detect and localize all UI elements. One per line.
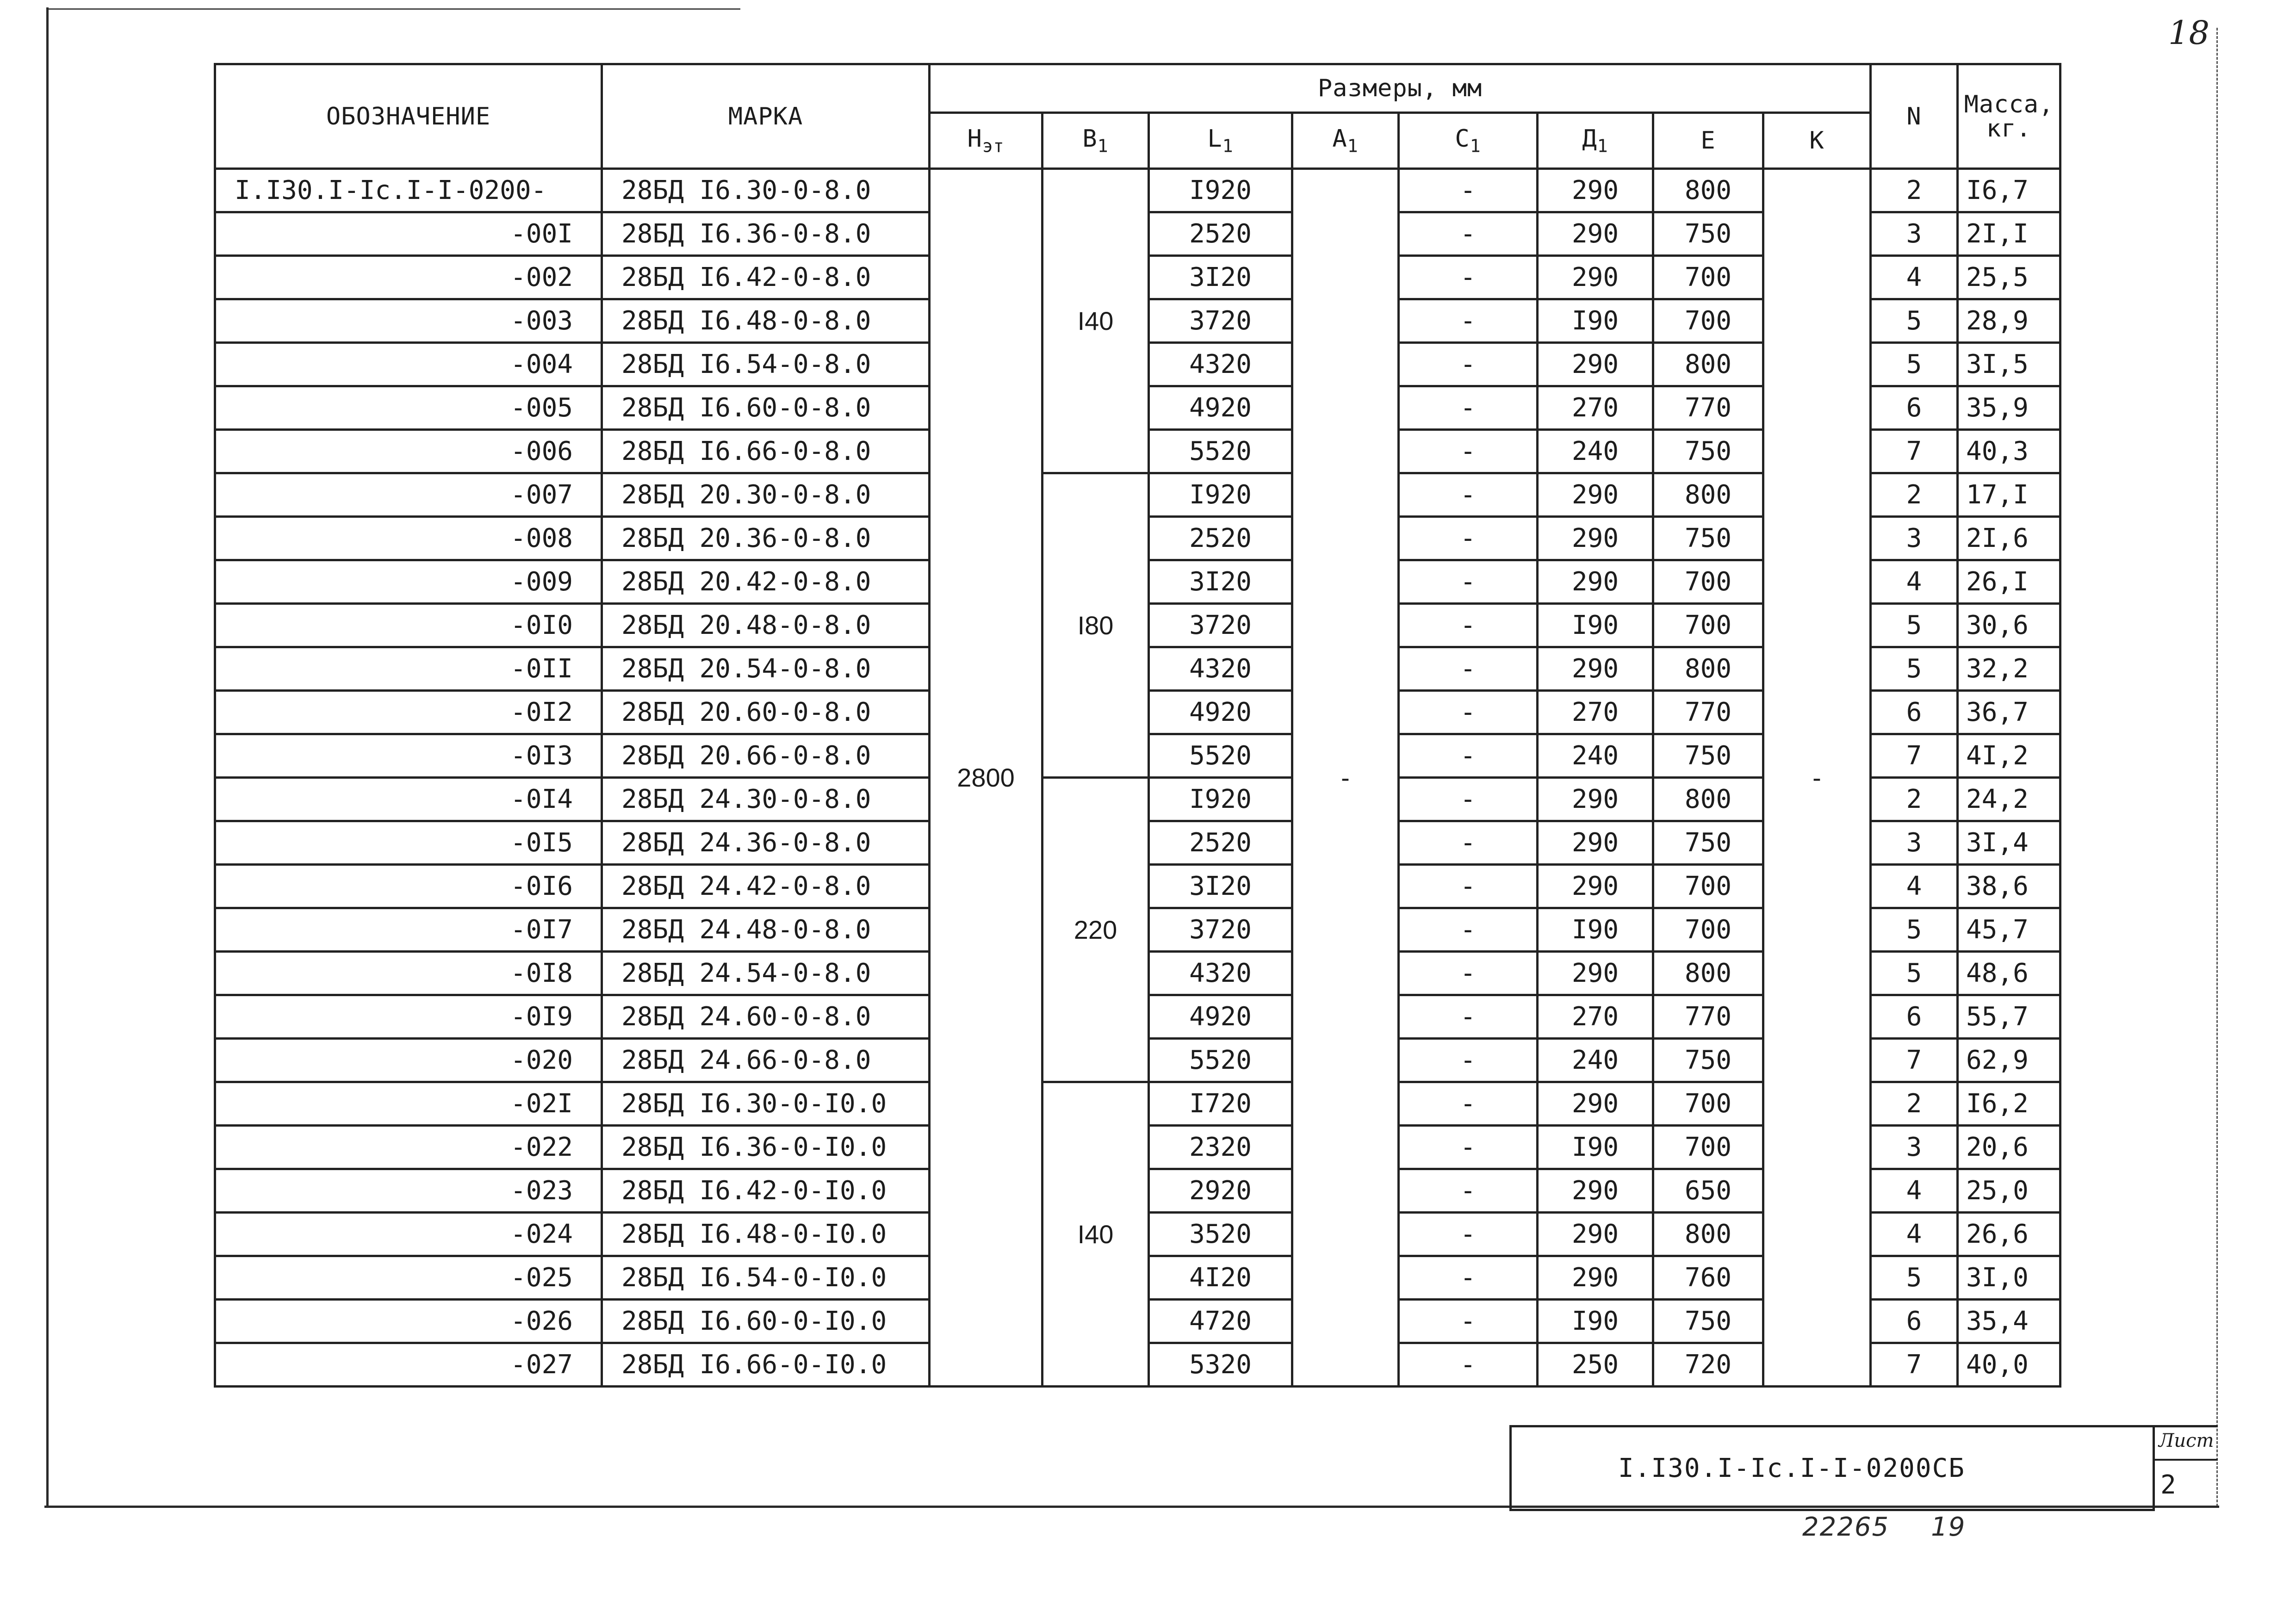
row-l1: 4I20 xyxy=(1149,1256,1292,1300)
row-e: 750 xyxy=(1653,517,1763,560)
row-n: 2 xyxy=(1871,778,1958,821)
row-d1: 290 xyxy=(1538,212,1653,256)
row-designation: -0I8 xyxy=(215,952,602,995)
header-e: Е xyxy=(1653,113,1763,169)
row-c1: - xyxy=(1399,1256,1538,1300)
row-designation: -0I2 xyxy=(215,691,602,734)
row-brand: 28БД I6.60-0-8.0 xyxy=(602,386,930,430)
row-designation: -0I6 xyxy=(215,865,602,908)
sheet-number: 2 xyxy=(2160,1470,2176,1500)
row-n: 4 xyxy=(1871,1169,1958,1213)
row-d1: 270 xyxy=(1538,995,1653,1039)
row-d1: 290 xyxy=(1538,1082,1653,1126)
row-n: 5 xyxy=(1871,604,1958,647)
row-e: 800 xyxy=(1653,952,1763,995)
row-e: 750 xyxy=(1653,821,1763,865)
row-l1: 5320 xyxy=(1149,1343,1292,1387)
row-e: 750 xyxy=(1653,1039,1763,1082)
row-d1: 290 xyxy=(1538,778,1653,821)
row-mass: 24,2 xyxy=(1958,778,2060,821)
row-e: 800 xyxy=(1653,473,1763,517)
row-n: 5 xyxy=(1871,952,1958,995)
row-mass: 2I,I xyxy=(1958,212,2060,256)
row-brand: 28БД I6.30-0-8.0 xyxy=(602,169,930,212)
header-l1: $L_1$ xyxy=(1149,113,1292,169)
row-mass: 2I,6 xyxy=(1958,517,2060,560)
row-l1: I920 xyxy=(1149,778,1292,821)
row-mass: 30,6 xyxy=(1958,604,2060,647)
row-n: 3 xyxy=(1871,517,1958,560)
row-n: 4 xyxy=(1871,560,1958,604)
row-mass: 25,5 xyxy=(1958,256,2060,299)
header-c1: $С_1$ xyxy=(1399,113,1538,169)
row-e: 750 xyxy=(1653,212,1763,256)
row-e: 750 xyxy=(1653,734,1763,778)
row-c1: - xyxy=(1399,386,1538,430)
document-code: I.I30.I-Ic.I-I-0200СБ xyxy=(1618,1453,1966,1483)
row-mass: 35,9 xyxy=(1958,386,2060,430)
row-e: 750 xyxy=(1653,1300,1763,1343)
row-d1: 250 xyxy=(1538,1343,1653,1387)
row-brand: 28БД I6.36-0-I0.0 xyxy=(602,1126,930,1169)
row-designation: -0II xyxy=(215,647,602,691)
row-e: 700 xyxy=(1653,1082,1763,1126)
row-n: 7 xyxy=(1871,430,1958,473)
row-n: 5 xyxy=(1871,299,1958,343)
row-e: 800 xyxy=(1653,647,1763,691)
row-designation: -009 xyxy=(215,560,602,604)
header-a1: $А_1$ xyxy=(1292,113,1399,169)
row-designation: -006 xyxy=(215,430,602,473)
header-dimensions: Размеры, мм xyxy=(930,64,1871,113)
header-d1: $Д_1$ xyxy=(1538,113,1653,169)
row-mass: 36,7 xyxy=(1958,691,2060,734)
row-n: 3 xyxy=(1871,212,1958,256)
row-c1: - xyxy=(1399,1039,1538,1082)
frame-left-line xyxy=(46,7,49,1506)
inventory-number: 22265 xyxy=(1802,1512,1890,1542)
header-brand: МАРКА xyxy=(602,64,930,169)
sheet-divider xyxy=(2155,1459,2218,1461)
frame-top-line xyxy=(46,8,740,10)
row-l1: 2520 xyxy=(1149,821,1292,865)
row-n: 6 xyxy=(1871,995,1958,1039)
row-designation: -008 xyxy=(215,517,602,560)
row-c1: - xyxy=(1399,1213,1538,1256)
row-d1: 290 xyxy=(1538,952,1653,995)
row-brand: 28БД I6.48-0-8.0 xyxy=(602,299,930,343)
row-e: 700 xyxy=(1653,604,1763,647)
row-d1: 290 xyxy=(1538,560,1653,604)
row-e: 720 xyxy=(1653,1343,1763,1387)
row-brand: 28БД 20.36-0-8.0 xyxy=(602,517,930,560)
row-l1: 5520 xyxy=(1149,430,1292,473)
row-n: 5 xyxy=(1871,343,1958,386)
row-designation: -005 xyxy=(215,386,602,430)
row-d1: 270 xyxy=(1538,386,1653,430)
row-brand: 28БД I6.66-0-I0.0 xyxy=(602,1343,930,1387)
sheet-box xyxy=(2153,1425,2218,1509)
row-c1: - xyxy=(1399,691,1538,734)
row-designation: -023 xyxy=(215,1169,602,1213)
row-d1: 270 xyxy=(1538,691,1653,734)
row-mass: 17,I xyxy=(1958,473,2060,517)
row-c1: - xyxy=(1399,1082,1538,1126)
row-brand: 28БД I6.48-0-I0.0 xyxy=(602,1213,930,1256)
row-n: 7 xyxy=(1871,734,1958,778)
row-designation: -020 xyxy=(215,1039,602,1082)
cell-a1: - xyxy=(1292,169,1399,1387)
row-c1: - xyxy=(1399,212,1538,256)
row-n: 5 xyxy=(1871,908,1958,952)
row-l1: 2520 xyxy=(1149,212,1292,256)
row-e: 650 xyxy=(1653,1169,1763,1213)
header-b1: $В_1$ xyxy=(1043,113,1149,169)
header-mass: Масса, кг. xyxy=(1958,64,2060,169)
row-d1: 290 xyxy=(1538,256,1653,299)
row-brand: 28БД I6.54-0-8.0 xyxy=(602,343,930,386)
row-e: 770 xyxy=(1653,691,1763,734)
table-row xyxy=(215,169,2060,212)
row-d1: 290 xyxy=(1538,821,1653,865)
cell-h-et: 2800 xyxy=(930,169,1043,1387)
row-designation: -002 xyxy=(215,256,602,299)
row-l1: I920 xyxy=(1149,473,1292,517)
row-e: 800 xyxy=(1653,343,1763,386)
row-brand: 28БД 20.54-0-8.0 xyxy=(602,647,930,691)
row-designation: -004 xyxy=(215,343,602,386)
row-c1: - xyxy=(1399,169,1538,212)
row-d1: I90 xyxy=(1538,604,1653,647)
row-brand: 28БД 24.30-0-8.0 xyxy=(602,778,930,821)
row-mass: 55,7 xyxy=(1958,995,2060,1039)
row-brand: 28БД 20.66-0-8.0 xyxy=(602,734,930,778)
row-c1: - xyxy=(1399,821,1538,865)
row-designation: I.I30.I-Ic.I-I-0200- xyxy=(215,169,602,212)
row-n: 4 xyxy=(1871,865,1958,908)
row-designation: -0I3 xyxy=(215,734,602,778)
row-designation: -027 xyxy=(215,1343,602,1387)
title-block xyxy=(1509,1425,2155,1511)
cell-k: - xyxy=(1763,169,1871,1387)
row-designation: -024 xyxy=(215,1213,602,1256)
row-l1: 3I20 xyxy=(1149,865,1292,908)
row-brand: 28БД I6.60-0-I0.0 xyxy=(602,1300,930,1343)
row-brand: 28БД 24.48-0-8.0 xyxy=(602,908,930,952)
row-brand: 28БД 24.60-0-8.0 xyxy=(602,995,930,1039)
row-n: 6 xyxy=(1871,386,1958,430)
row-designation: -00I xyxy=(215,212,602,256)
row-e: 760 xyxy=(1653,1256,1763,1300)
row-n: 6 xyxy=(1871,691,1958,734)
row-designation: -0I7 xyxy=(215,908,602,952)
row-mass: 26,6 xyxy=(1958,1213,2060,1256)
row-brand: 28БД 20.60-0-8.0 xyxy=(602,691,930,734)
row-e: 770 xyxy=(1653,386,1763,430)
row-n: 3 xyxy=(1871,1126,1958,1169)
row-mass: 62,9 xyxy=(1958,1039,2060,1082)
row-n: 6 xyxy=(1871,1300,1958,1343)
specification-table xyxy=(214,63,2061,1388)
row-brand: 28БД 20.42-0-8.0 xyxy=(602,560,930,604)
row-d1: 290 xyxy=(1538,1256,1653,1300)
row-e: 800 xyxy=(1653,1213,1763,1256)
specification-body xyxy=(215,169,2060,1387)
row-designation: -0I9 xyxy=(215,995,602,1039)
row-d1: 240 xyxy=(1538,430,1653,473)
row-brand: 28БД I6.42-0-I0.0 xyxy=(602,1169,930,1213)
row-n: 2 xyxy=(1871,473,1958,517)
row-mass: I6,7 xyxy=(1958,169,2060,212)
row-c1: - xyxy=(1399,952,1538,995)
row-mass: 48,6 xyxy=(1958,952,2060,995)
header-n: N xyxy=(1871,64,1958,169)
row-l1: 4320 xyxy=(1149,952,1292,995)
row-mass: 38,6 xyxy=(1958,865,2060,908)
format-number: 19 xyxy=(1931,1512,1966,1542)
row-d1: 290 xyxy=(1538,473,1653,517)
row-mass: 3I,5 xyxy=(1958,343,2060,386)
row-n: 5 xyxy=(1871,647,1958,691)
row-d1: 240 xyxy=(1538,1039,1653,1082)
row-n: 2 xyxy=(1871,169,1958,212)
row-mass: 20,6 xyxy=(1958,1126,2060,1169)
row-l1: 4920 xyxy=(1149,995,1292,1039)
row-c1: - xyxy=(1399,604,1538,647)
row-d1: 290 xyxy=(1538,169,1653,212)
row-c1: - xyxy=(1399,256,1538,299)
row-mass: 28,9 xyxy=(1958,299,2060,343)
row-l1: 4720 xyxy=(1149,1300,1292,1343)
row-mass: 40,0 xyxy=(1958,1343,2060,1387)
row-d1: 240 xyxy=(1538,734,1653,778)
row-c1: - xyxy=(1399,299,1538,343)
row-l1: 4320 xyxy=(1149,647,1292,691)
row-d1: I90 xyxy=(1538,908,1653,952)
row-e: 700 xyxy=(1653,908,1763,952)
row-l1: 4320 xyxy=(1149,343,1292,386)
row-mass: 4I,2 xyxy=(1958,734,2060,778)
row-l1: 2920 xyxy=(1149,1169,1292,1213)
row-l1: 3720 xyxy=(1149,299,1292,343)
bottom-note xyxy=(1802,1512,1966,1542)
row-mass: 32,2 xyxy=(1958,647,2060,691)
row-designation: -0I4 xyxy=(215,778,602,821)
row-l1: 3720 xyxy=(1149,908,1292,952)
row-designation: -003 xyxy=(215,299,602,343)
row-brand: 28БД I6.36-0-8.0 xyxy=(602,212,930,256)
row-n: 5 xyxy=(1871,1256,1958,1300)
row-l1: 4920 xyxy=(1149,386,1292,430)
cell-b1-group: 220 xyxy=(1043,778,1149,1082)
row-d1: 290 xyxy=(1538,1213,1653,1256)
row-designation: -02I xyxy=(215,1082,602,1126)
row-e: 770 xyxy=(1653,995,1763,1039)
row-n: 4 xyxy=(1871,256,1958,299)
row-d1: I90 xyxy=(1538,1300,1653,1343)
row-d1: I90 xyxy=(1538,1126,1653,1169)
row-d1: I90 xyxy=(1538,299,1653,343)
row-c1: - xyxy=(1399,908,1538,952)
row-e: 700 xyxy=(1653,299,1763,343)
row-mass: 45,7 xyxy=(1958,908,2060,952)
header-h-et: $Н_{эт}$ xyxy=(930,113,1043,169)
row-brand: 28БД 24.54-0-8.0 xyxy=(602,952,930,995)
row-c1: - xyxy=(1399,1169,1538,1213)
row-d1: 290 xyxy=(1538,343,1653,386)
row-brand: 28БД 24.42-0-8.0 xyxy=(602,865,930,908)
cell-b1-group: I40 xyxy=(1043,169,1149,473)
row-mass: 26,I xyxy=(1958,560,2060,604)
row-e: 800 xyxy=(1653,778,1763,821)
row-brand: 28БД I6.42-0-8.0 xyxy=(602,256,930,299)
page-number: 18 xyxy=(2168,14,2210,52)
row-brand: 28БД 20.48-0-8.0 xyxy=(602,604,930,647)
row-l1: 3520 xyxy=(1149,1213,1292,1256)
row-brand: 28БД 24.36-0-8.0 xyxy=(602,821,930,865)
row-c1: - xyxy=(1399,1300,1538,1343)
row-mass: 3I,0 xyxy=(1958,1256,2060,1300)
row-d1: 290 xyxy=(1538,647,1653,691)
row-c1: - xyxy=(1399,430,1538,473)
row-l1: 4920 xyxy=(1149,691,1292,734)
cell-b1-group: I40 xyxy=(1043,1082,1149,1387)
sheet-label: Лист xyxy=(2159,1430,2214,1451)
header-k: К xyxy=(1763,113,1871,169)
header-designation: ОБОЗНАЧЕНИЕ xyxy=(215,64,602,169)
row-l1: 5520 xyxy=(1149,734,1292,778)
row-brand: 28БД 24.66-0-8.0 xyxy=(602,1039,930,1082)
row-c1: - xyxy=(1399,473,1538,517)
row-c1: - xyxy=(1399,647,1538,691)
row-designation: -022 xyxy=(215,1126,602,1169)
row-brand: 28БД 20.30-0-8.0 xyxy=(602,473,930,517)
row-c1: - xyxy=(1399,517,1538,560)
row-n: 2 xyxy=(1871,1082,1958,1126)
row-mass: I6,2 xyxy=(1958,1082,2060,1126)
frame-right-line xyxy=(2216,28,2218,1506)
row-mass: 3I,4 xyxy=(1958,821,2060,865)
row-e: 700 xyxy=(1653,256,1763,299)
row-c1: - xyxy=(1399,734,1538,778)
row-c1: - xyxy=(1399,560,1538,604)
row-l1: 3I20 xyxy=(1149,560,1292,604)
row-designation: -025 xyxy=(215,1256,602,1300)
row-designation: -0I5 xyxy=(215,821,602,865)
cell-b1-group: I80 xyxy=(1043,473,1149,778)
row-brand: 28БД I6.54-0-I0.0 xyxy=(602,1256,930,1300)
row-c1: - xyxy=(1399,1126,1538,1169)
row-n: 7 xyxy=(1871,1343,1958,1387)
row-brand: 28БД I6.66-0-8.0 xyxy=(602,430,930,473)
row-designation: -007 xyxy=(215,473,602,517)
row-e: 700 xyxy=(1653,560,1763,604)
row-l1: 5520 xyxy=(1149,1039,1292,1082)
row-designation: -0I0 xyxy=(215,604,602,647)
row-l1: 2320 xyxy=(1149,1126,1292,1169)
row-e: 700 xyxy=(1653,865,1763,908)
row-e: 800 xyxy=(1653,169,1763,212)
row-n: 4 xyxy=(1871,1213,1958,1256)
row-c1: - xyxy=(1399,778,1538,821)
row-c1: - xyxy=(1399,995,1538,1039)
row-n: 7 xyxy=(1871,1039,1958,1082)
row-mass: 25,0 xyxy=(1958,1169,2060,1213)
row-l1: 2520 xyxy=(1149,517,1292,560)
row-e: 700 xyxy=(1653,1126,1763,1169)
row-d1: 290 xyxy=(1538,865,1653,908)
row-l1: 3720 xyxy=(1149,604,1292,647)
row-l1: 3I20 xyxy=(1149,256,1292,299)
row-l1: I720 xyxy=(1149,1082,1292,1126)
row-d1: 290 xyxy=(1538,517,1653,560)
row-d1: 290 xyxy=(1538,1169,1653,1213)
row-designation: -026 xyxy=(215,1300,602,1343)
row-l1: I920 xyxy=(1149,169,1292,212)
row-brand: 28БД I6.30-0-I0.0 xyxy=(602,1082,930,1126)
row-mass: 35,4 xyxy=(1958,1300,2060,1343)
row-c1: - xyxy=(1399,865,1538,908)
row-n: 3 xyxy=(1871,821,1958,865)
row-c1: - xyxy=(1399,1343,1538,1387)
row-mass: 40,3 xyxy=(1958,430,2060,473)
row-c1: - xyxy=(1399,343,1538,386)
row-e: 750 xyxy=(1653,430,1763,473)
